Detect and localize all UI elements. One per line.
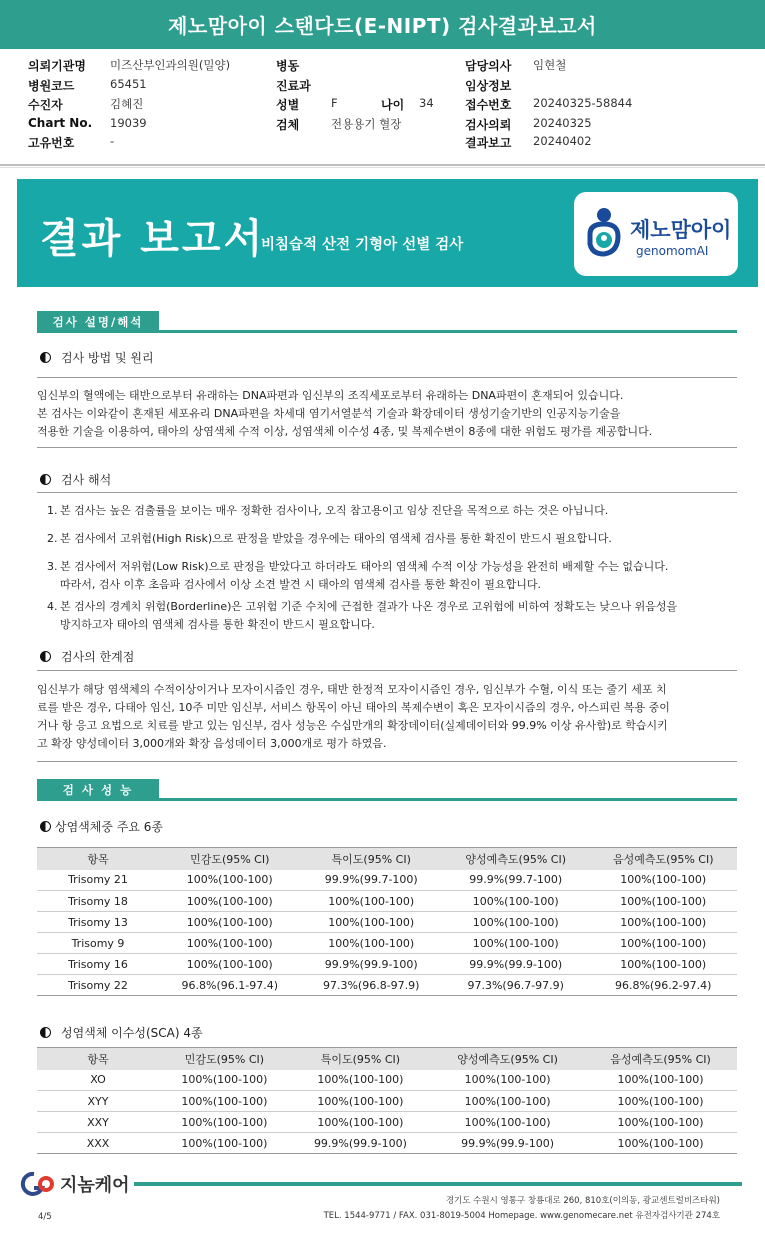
patient-label: 수진자 — [28, 98, 63, 112]
ward-label: 병동 — [276, 59, 300, 73]
table-cell: 99.9%(99.9-100) — [442, 954, 590, 975]
table-cell: 100%(100-100) — [300, 912, 441, 933]
genomecare-mark-icon — [20, 1170, 56, 1198]
receipt-label: 접수번호 — [465, 98, 512, 112]
method-line: 본 검사는 이와같이 혼재된 세포유리 DNA파편을 차세대 염기서열분석 기술과 확장데이터 생성기술기반의 인공지능기술을 — [37, 407, 621, 420]
sca-performance-table — [37, 1047, 737, 1154]
table-cell: 99.9%(99.9-100) — [300, 954, 441, 975]
list-number: 3. — [47, 560, 58, 573]
table-cell: 100%(100-100) — [159, 912, 300, 933]
table1-heading — [40, 818, 163, 835]
receipt-value: 20240325-58844 — [533, 96, 633, 110]
list-text: 본 검사는 높은 검출률을 보이는 매우 정확한 검사이나, 오직 참고용이고 임상 진단을 목적으로 하는 것은 아닙니다. — [60, 504, 609, 517]
table-header-cell: 양성예측도(95% CI) — [442, 848, 590, 870]
table2-title: 성염색체 이수성(SCA) 4종 — [61, 1026, 203, 1040]
table-cell: 100%(100-100) — [589, 933, 737, 954]
table-row — [37, 870, 737, 891]
table-header-row — [37, 1048, 737, 1070]
chart-label: Chart No. — [28, 116, 93, 130]
list-text: 본 검사에서 고위험(High Risk)으로 판정을 받았을 경우에는 태아의 염색체 검사를 통한 확진이 반드시 필요합니다. — [60, 532, 612, 545]
code-label: 병원코드 — [28, 79, 75, 93]
half-circle-icon — [40, 1027, 51, 1038]
table-header-cell: 음성예측도(95% CI) — [589, 848, 737, 870]
genomecare-logo — [20, 1170, 130, 1198]
table-cell: Trisomy 21 — [37, 870, 159, 891]
table-cell: 100%(100-100) — [584, 1133, 737, 1154]
table-header-cell: 특이도(95% CI) — [300, 848, 441, 870]
table-cell: 100%(100-100) — [442, 933, 590, 954]
half-circle-icon — [40, 821, 51, 832]
list-number: 4. — [47, 600, 58, 613]
method-line: 적용한 기술을 이용하여, 태아의 상염색체 수적 이상, 성염색체 이수성 4종, 및 복제수변이 8종에 대한 위험도 평가를 제공합니다. — [37, 425, 653, 438]
limit-line: 임신부가 해당 염색체의 수적이상이거나 모자이시즘인 경우, 태반 한정적 모자이시즘인 경우, 임신부가 수혈, 이식 또는 줄기 세포 치 — [37, 683, 667, 696]
section-description-tab: 검사 설명/해석 — [37, 311, 159, 333]
banner-subtitle: 비침습적 산전 기형아 선별 검사 — [261, 237, 464, 253]
request-value: 20240325 — [533, 116, 592, 130]
method-line: 임신부의 혈액에는 태반으로부터 유래하는 DNA파편과 임신부의 조직세포로부터 유래하는 DNA파편이 혼재되어 있습니다. — [37, 389, 624, 402]
table-cell: 100%(100-100) — [159, 954, 300, 975]
unique-value: - — [110, 134, 115, 148]
sex-value: F — [331, 96, 338, 110]
table-cell: 99.9%(99.7-100) — [300, 870, 441, 891]
table-header-cell: 항목 — [37, 848, 159, 870]
table-cell: Trisomy 16 — [37, 954, 159, 975]
table-cell: Trisomy 13 — [37, 912, 159, 933]
table-row — [37, 975, 737, 996]
table-cell: 100%(100-100) — [584, 1091, 737, 1112]
logo-name: 제노맘아이 — [630, 218, 732, 242]
table-header-row — [37, 848, 737, 870]
half-circle-icon — [40, 651, 51, 662]
table-header-cell: 특이도(95% CI) — [290, 1048, 431, 1070]
report-title: 제노맘아이 스탠다드(E-NIPT) 검사결과보고서 — [0, 0, 765, 49]
table-cell: 99.9%(99.9-100) — [431, 1133, 584, 1154]
limit-title: 검사의 한계점 — [61, 650, 135, 664]
interp-rule — [37, 492, 737, 493]
table-cell: 100%(100-100) — [159, 933, 300, 954]
specimen-label: 검체 — [276, 118, 300, 132]
table-cell: 100%(100-100) — [431, 1112, 584, 1133]
section-description-header — [37, 311, 737, 333]
table-row — [37, 891, 737, 912]
code-value: 65451 — [110, 77, 147, 91]
half-circle-icon — [40, 352, 51, 363]
autosome-performance-table — [37, 847, 737, 996]
sex-label: 성별 — [276, 98, 300, 112]
table-cell: 100%(100-100) — [584, 1070, 737, 1091]
limit-line: 료를 받은 경우, 다태아 임신, 10주 미만 임신부, 서비스 항목이 아닌 태아의 복제수변이 혹은 모자이시즘의 경우, 아스피린 복용 중이 — [37, 701, 670, 714]
request-label: 검사의뢰 — [465, 118, 512, 132]
footer-line — [134, 1182, 742, 1186]
table-cell: 100%(100-100) — [159, 1112, 290, 1133]
table-cell: 100%(100-100) — [431, 1091, 584, 1112]
table-cell: 96.8%(96.2-97.4) — [589, 975, 737, 996]
half-circle-icon — [40, 474, 51, 485]
limit-rule — [37, 670, 737, 671]
method-heading — [40, 349, 154, 366]
footer-address: 경기도 수원시 영통구 창룡대로 260, 810호(이의동, 광교센트럴비즈타워) — [445, 1196, 720, 1206]
mother-baby-icon — [584, 206, 624, 260]
table-cell: 100%(100-100) — [159, 1133, 290, 1154]
unique-label: 고유번호 — [28, 136, 75, 150]
banner-title: 결과 보고서 — [40, 216, 266, 262]
limit-heading — [40, 648, 134, 665]
table-row — [37, 1091, 737, 1112]
dept-label: 진료과 — [276, 79, 311, 93]
table-cell: 100%(100-100) — [159, 1091, 290, 1112]
section-performance-header — [37, 779, 737, 801]
list-text: 본 검사에서 저위험(Low Risk)으로 판정을 받았다고 하더라도 태아의 염색체 수적 이상 가능성을 완전히 배제할 수는 없습니다. — [60, 560, 669, 573]
age-label: 나이 — [381, 98, 405, 112]
table-cell: Trisomy 22 — [37, 975, 159, 996]
logo-subtitle: genomomAI — [636, 244, 709, 258]
doctor-label: 담당의사 — [465, 59, 512, 73]
section-line — [159, 330, 737, 333]
table-cell: 100%(100-100) — [442, 891, 590, 912]
table-header-cell: 민감도(95% CI) — [159, 848, 300, 870]
table-cell: 100%(100-100) — [431, 1070, 584, 1091]
table-row — [37, 1070, 737, 1091]
table-header-cell: 항목 — [37, 1048, 159, 1070]
table-cell: XXY — [37, 1112, 159, 1133]
specimen-value: 전용용기 혈장 — [331, 117, 402, 131]
table-cell: Trisomy 9 — [37, 933, 159, 954]
table2-heading — [40, 1024, 203, 1041]
section-performance-tab: 검 사 성 능 — [37, 779, 159, 801]
table-header-cell: 민감도(95% CI) — [159, 1048, 290, 1070]
table-cell: 97.3%(96.8-97.9) — [300, 975, 441, 996]
table-cell: XYY — [37, 1091, 159, 1112]
table-cell: Trisomy 18 — [37, 891, 159, 912]
table-cell: 100%(100-100) — [300, 933, 441, 954]
table-cell: 100%(100-100) — [589, 870, 737, 891]
table-cell: 100%(100-100) — [589, 891, 737, 912]
table-row — [37, 933, 737, 954]
method-title: 검사 방법 및 원리 — [61, 351, 154, 365]
table-cell: 100%(100-100) — [290, 1091, 431, 1112]
page-number: 4/5 — [38, 1212, 52, 1222]
method-paragraph — [37, 387, 737, 441]
doctor-value: 임현철 — [533, 58, 567, 72]
chart-value: 19039 — [110, 116, 147, 130]
table-cell: 99.9%(99.7-100) — [442, 870, 590, 891]
limit-line: 거나 항 응고 요법으로 치료를 받고 있는 임신부, 검사 성능은 수십만개의 확장데이터(실제데이터와 99.9% 이상 유사함)로 학습시키 — [37, 719, 668, 732]
table-cell: 100%(100-100) — [159, 891, 300, 912]
table-cell: 96.8%(96.1-97.4) — [159, 975, 300, 996]
genomom-logo — [574, 192, 738, 276]
interp-title: 검사 해석 — [61, 473, 112, 487]
table-row — [37, 1112, 737, 1133]
list-text: 방지하고자 태아의 염색체 검사를 통한 확진이 반드시 필요합니다. — [60, 618, 375, 631]
patient-value: 김혜진 — [110, 97, 144, 111]
table-row — [37, 1133, 737, 1154]
table-cell: 100%(100-100) — [589, 912, 737, 933]
method-rule-bottom — [37, 447, 737, 448]
method-rule — [37, 377, 737, 378]
info-divider-thin — [0, 167, 765, 168]
hospital-label: 의뢰기관명 — [28, 59, 86, 73]
table-cell: 97.3%(96.7-97.9) — [442, 975, 590, 996]
table-cell: 100%(100-100) — [159, 1070, 290, 1091]
limit-rule-bottom — [37, 761, 737, 762]
table-row — [37, 912, 737, 933]
limit-paragraph — [37, 681, 737, 753]
table-cell: 99.9%(99.9-100) — [290, 1133, 431, 1154]
table-cell: XXX — [37, 1133, 159, 1154]
table1-title: 상염색체중 주요 6종 — [55, 820, 164, 834]
footer-contact: TEL. 1544-9771 / FAX. 031-8019-5004 Homepage. www.genomecare.net 유전자검사기관 274호 — [323, 1211, 720, 1221]
footer-company: 지놈케어 — [60, 1175, 130, 1196]
interp-heading — [40, 471, 111, 488]
report-date-label: 결과보고 — [465, 136, 512, 150]
table-cell: XO — [37, 1070, 159, 1091]
list-number: 2. — [47, 532, 58, 545]
info-divider — [0, 164, 765, 166]
table-cell: 100%(100-100) — [159, 870, 300, 891]
table-cell: 100%(100-100) — [442, 912, 590, 933]
list-number: 1. — [47, 504, 58, 517]
table-cell: 100%(100-100) — [290, 1070, 431, 1091]
report-date-value: 20240402 — [533, 134, 592, 148]
result-banner — [17, 179, 758, 287]
list-text: 따라서, 검사 이후 초음파 검사에서 이상 소견 발견 시 태아의 염색체 검사를 통한 확진이 필요합니다. — [60, 578, 541, 591]
table-header-cell: 양성예측도(95% CI) — [431, 1048, 584, 1070]
table-cell: 100%(100-100) — [290, 1112, 431, 1133]
list-text: 본 검사의 경계치 위험(Borderline)은 고위험 기준 수치에 근접한 결과가 나온 경우로 고위험에 비하여 정확도는 낮으나 위음성을 — [60, 600, 678, 613]
table-cell: 100%(100-100) — [300, 891, 441, 912]
age-value: 34 — [419, 96, 434, 110]
table-cell: 100%(100-100) — [584, 1112, 737, 1133]
limit-line: 고 확장 양성데이터 3,000개와 확장 음성데이터 3,000개로 평가 하였음. — [37, 737, 387, 750]
hospital-value: 미즈산부인과의원(밀양) — [110, 58, 231, 72]
table-cell: 100%(100-100) — [589, 954, 737, 975]
table-row — [37, 954, 737, 975]
section-line — [159, 798, 737, 801]
clinical-label: 임상정보 — [465, 79, 512, 93]
table-header-cell: 음성예측도(95% CI) — [584, 1048, 737, 1070]
